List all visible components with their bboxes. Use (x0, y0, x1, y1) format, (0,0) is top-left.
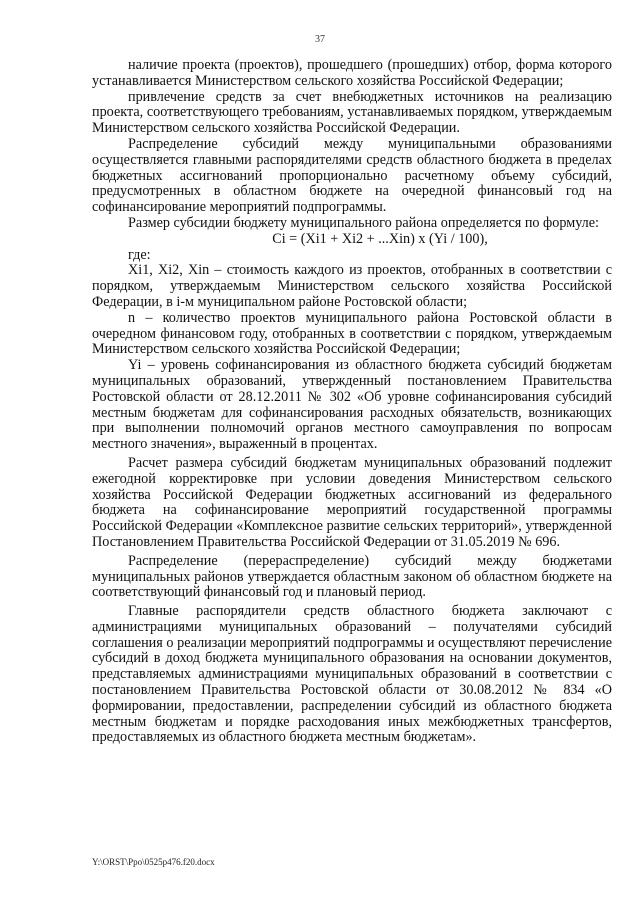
paragraph-subsidy-size: Размер субсидии бюджету муниципального района определяется по формуле: (128, 214, 599, 231)
paragraph-xi-definition: Xi1, Xi2, Xin – стоимость каждого из проектов, отобранных в соответствии с порядком, утверждаемым Министерством сельского хозяйства Российской Федерации, в i-м муниципальном районе Ростовской области; (92, 262, 612, 310)
paragraph-calculation-adjustment: Расчет размера субсидий бюджетам муниципальных образований подлежит ежегодной корректировке при условии доведения Министерством сельского хозяйства Российской Федерации бюджетных ассигнований из федерального бюджета на софинансирование мероприятий государственной программы Российской Федерации «Комплексное развитие сельских территорий», утвержденной Постановлением Правительства Российской Федерации от 31.05.2019 № 696. (92, 454, 612, 550)
paragraph-agreements: Главные распорядители средств областного бюджета заключают с администрациями муниципальных образований – получателями субсидий соглашения о реализации мероприятий подпрограммы и осуществляют перечисление субсидий в доход бюджета муниципального образования на основании документов, представляемых администрациями муниципальных образований в соответствии с постановлением Правительства Ростовской области от 30.08.2012 № 834 «О формировании, предоставлении, распределении субсидий из областного бюджета местным бюджетам и порядке расходования иных межбюджетных трансфертов, предоставляемых из областного бюджета местным бюджетам». (92, 603, 612, 746)
document-body (92, 58, 612, 746)
paragraph-yi-definition: Yi – уровень софинансирования из областного бюджета субсидий бюджетам муниципальных образований, утвержденный постановлением Правительства Ростовской области от 28.12.2011 № 302 «Об уровне софинансирования субсидий местным бюджетам для софинансирования расходных обязательств, возникающих при выполнении полномочий органов местного самоуправления по вопросам местного значения», выраженный в процентах. (92, 357, 612, 453)
file-path-footer: Y:\ORST\Ppo\0525p476.f20.docx (92, 857, 215, 867)
paragraph-n-definition: n – количество проектов муниципального района Ростовской области в очередном финансовом году, отобранных в соответствии с порядком, утверждаемым Министерством сельского хозяйства Российской Федерации; (92, 309, 612, 358)
paragraph-extrabudgetary-funds: привлечение средств за счет внебюджетных источников на реализацию проекта, соответствующего требованиям, устанавливаемых порядком, утверждаемым Министерством сельского хозяйства Российской Федерации. (92, 88, 612, 137)
subsidy-formula: Ci = (Xi1 + Xi2 + ...Xin) x (Yi / 100), (272, 230, 488, 247)
page-number: 37 (315, 34, 325, 45)
paragraph-subsidy-distribution: Распределение субсидий между муниципальными образованиями осуществляется главными распорядителями средств областного бюджета в пределах бюджетных ассигнований пропорционально расчетному объему субсидий, предусмотренных в областном бюджете на очередной финансовый год на софинансирование мероприятий подпрограммы. (92, 135, 612, 216)
paragraph-where: где: (128, 246, 151, 263)
paragraph-redistribution: Распределение (перераспределение) субсидий между бюджетами муниципальных районов утверждается областным законом об областном бюджете на соответствующий финансовый год и плановый период. (92, 552, 612, 601)
paragraph-project-availability: наличие проекта (проектов), прошедшего (прошедших) отбор, форма которого устанавливается Министерством сельского хозяйства Российской Федерации; (92, 57, 612, 89)
